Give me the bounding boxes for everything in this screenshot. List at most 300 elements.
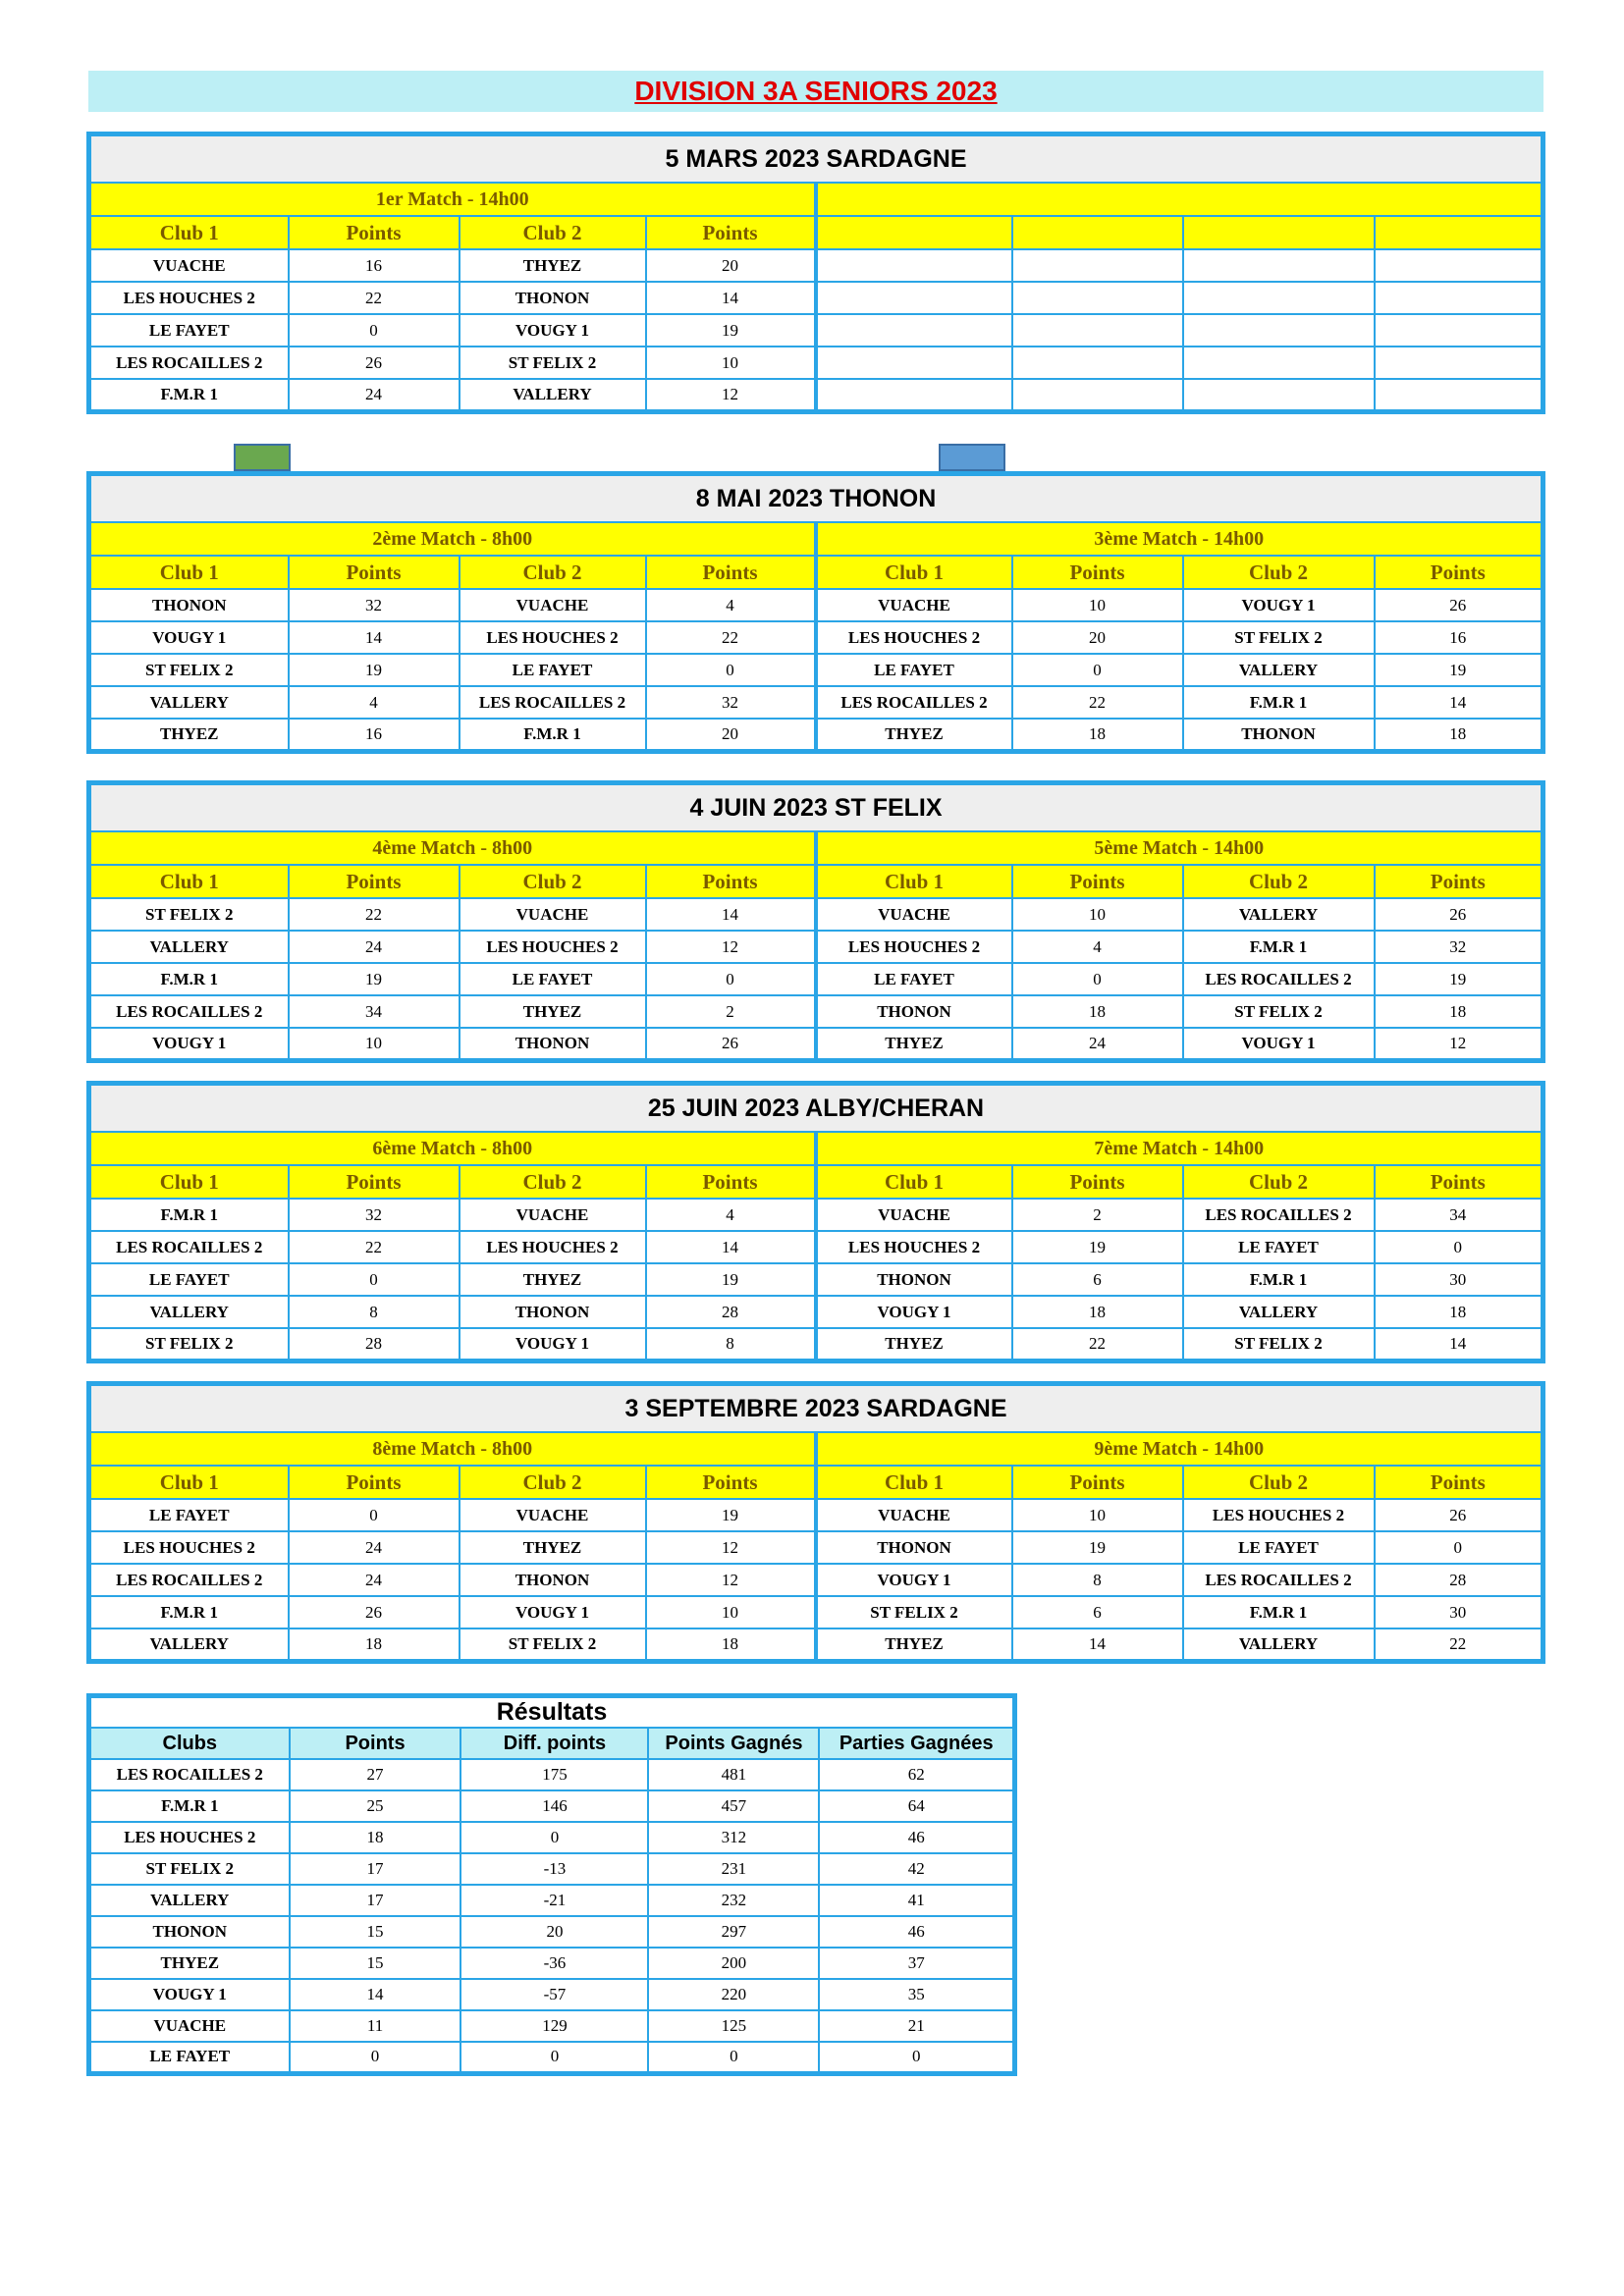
club-cell: VOUGY 1 xyxy=(460,314,646,347)
points-cell: 28 xyxy=(1375,1564,1543,1596)
match-day-table xyxy=(86,1381,1545,1664)
points-cell: 19 xyxy=(289,654,460,686)
club-cell xyxy=(816,249,1012,282)
club-cell: THYEZ xyxy=(460,1263,646,1296)
results-row xyxy=(89,1979,1015,2010)
points-cell: 19 xyxy=(646,1499,816,1531)
stat-cell: 175 xyxy=(460,1759,648,1790)
points-cell: 20 xyxy=(646,249,816,282)
points-cell: 0 xyxy=(289,1263,460,1296)
stat-cell: 27 xyxy=(290,1759,461,1790)
points-cell xyxy=(1375,282,1543,314)
points-cell: 0 xyxy=(289,314,460,347)
club-cell xyxy=(1183,249,1375,282)
match-day-date: 4 JUIN 2023 ST FELIX xyxy=(89,783,1543,832)
club-cell: F.M.R 1 xyxy=(89,379,289,411)
column-header: Points xyxy=(1375,556,1543,589)
column-header xyxy=(1012,216,1183,249)
column-header: Club 2 xyxy=(1183,1466,1375,1499)
club-cell: LES HOUCHES 2 xyxy=(89,1531,289,1564)
points-cell: 18 xyxy=(1375,719,1543,751)
points-cell: 28 xyxy=(289,1328,460,1361)
match-day-date: 3 SEPTEMBRE 2023 SARDAGNE xyxy=(89,1384,1543,1433)
points-cell: 19 xyxy=(1375,654,1543,686)
match-label: 2ème Match - 8h00 xyxy=(89,522,816,556)
stat-cell: 297 xyxy=(648,1916,819,1948)
column-header: Points xyxy=(289,1466,460,1499)
club-cell: LES HOUCHES 2 xyxy=(1183,1499,1375,1531)
stat-cell: 0 xyxy=(460,1822,648,1853)
table-row xyxy=(89,1328,1543,1361)
club-cell: VALLERY xyxy=(89,1629,289,1661)
column-header: Club 2 xyxy=(460,1466,646,1499)
club-cell: ST FELIX 2 xyxy=(816,1596,1012,1629)
points-cell: 10 xyxy=(1012,898,1183,931)
club-cell: THONON xyxy=(460,1028,646,1060)
column-header: Club 1 xyxy=(89,216,289,249)
page-title: DIVISION 3A SENIORS 2023 xyxy=(634,76,998,106)
club-cell: VUACHE xyxy=(816,898,1012,931)
points-cell xyxy=(1375,347,1543,379)
points-cell: 10 xyxy=(289,1028,460,1060)
points-cell: 0 xyxy=(646,963,816,995)
stat-cell: -36 xyxy=(460,1948,648,1979)
title-banner xyxy=(88,71,1543,112)
club-cell: THONON xyxy=(816,995,1012,1028)
club-cell: LE FAYET xyxy=(816,654,1012,686)
points-cell: 19 xyxy=(1012,1231,1183,1263)
points-cell: 12 xyxy=(646,931,816,963)
club-cell: LES ROCAILLES 2 xyxy=(460,686,646,719)
column-header: Points xyxy=(289,216,460,249)
club-cell: ST FELIX 2 xyxy=(1183,1328,1375,1361)
club-cell: LE FAYET xyxy=(460,654,646,686)
column-header: Club 2 xyxy=(460,1165,646,1199)
club-cell: LES ROCAILLES 2 xyxy=(1183,1199,1375,1231)
table-row xyxy=(89,995,1543,1028)
points-cell: 4 xyxy=(1012,931,1183,963)
club-cell: LES HOUCHES 2 xyxy=(816,1231,1012,1263)
column-header: Points xyxy=(1012,865,1183,898)
table-row xyxy=(89,654,1543,686)
column-header: Club 1 xyxy=(89,1165,289,1199)
table-row xyxy=(89,347,1543,379)
points-cell: 12 xyxy=(646,1564,816,1596)
results-column-header: Clubs xyxy=(89,1728,290,1759)
points-cell: 19 xyxy=(1375,963,1543,995)
stat-cell: 21 xyxy=(819,2010,1014,2042)
table-row xyxy=(89,963,1543,995)
points-cell xyxy=(1012,347,1183,379)
club-cell: VALLERY xyxy=(89,1296,289,1328)
stat-cell: 231 xyxy=(648,1853,819,1885)
column-header: Club 2 xyxy=(460,556,646,589)
table-row xyxy=(89,621,1543,654)
points-cell: 0 xyxy=(1012,963,1183,995)
club-cell: LES ROCAILLES 2 xyxy=(89,1759,290,1790)
column-header: Points xyxy=(1012,1466,1183,1499)
points-cell: 32 xyxy=(1375,931,1543,963)
points-cell: 22 xyxy=(646,621,816,654)
results-row xyxy=(89,1822,1015,1853)
club-cell: VALLERY xyxy=(89,686,289,719)
club-cell: LE FAYET xyxy=(89,1499,289,1531)
club-cell: VOUGY 1 xyxy=(89,1028,289,1060)
club-cell: LES HOUCHES 2 xyxy=(816,931,1012,963)
club-cell: F.M.R 1 xyxy=(89,1199,289,1231)
stat-cell: 0 xyxy=(290,2042,461,2073)
table-row xyxy=(89,1028,1543,1060)
club-cell: ST FELIX 2 xyxy=(89,654,289,686)
club-cell: F.M.R 1 xyxy=(460,719,646,751)
stat-cell: 0 xyxy=(460,2042,648,2073)
club-cell: ST FELIX 2 xyxy=(1183,621,1375,654)
results-row xyxy=(89,1885,1015,1916)
points-cell: 14 xyxy=(646,1231,816,1263)
stat-cell: 232 xyxy=(648,1885,819,1916)
points-cell: 22 xyxy=(1375,1629,1543,1661)
club-cell: VALLERY xyxy=(1183,654,1375,686)
points-cell: 2 xyxy=(1012,1199,1183,1231)
points-cell: 22 xyxy=(1012,686,1183,719)
club-cell: LES ROCAILLES 2 xyxy=(89,1564,289,1596)
column-header: Points xyxy=(646,556,816,589)
stat-cell: 457 xyxy=(648,1790,819,1822)
table-row xyxy=(89,249,1543,282)
club-cell: THONON xyxy=(816,1263,1012,1296)
club-cell: THONON xyxy=(460,1296,646,1328)
club-cell: VOUGY 1 xyxy=(1183,1028,1375,1060)
results-column-header: Points xyxy=(290,1728,461,1759)
club-cell: VOUGY 1 xyxy=(460,1328,646,1361)
stat-cell: -13 xyxy=(460,1853,648,1885)
points-cell: 22 xyxy=(289,282,460,314)
column-header: Points xyxy=(1012,1165,1183,1199)
column-header: Club 1 xyxy=(89,865,289,898)
points-cell: 28 xyxy=(646,1296,816,1328)
stat-cell: 37 xyxy=(819,1948,1014,1979)
stat-cell: -21 xyxy=(460,1885,648,1916)
column-header: Points xyxy=(1012,556,1183,589)
points-cell xyxy=(1012,379,1183,411)
results-column-header: Diff. points xyxy=(460,1728,648,1759)
club-cell: LES ROCAILLES 2 xyxy=(816,686,1012,719)
club-cell: LES ROCAILLES 2 xyxy=(1183,1564,1375,1596)
stat-cell: 146 xyxy=(460,1790,648,1822)
match-day-table xyxy=(86,780,1545,1063)
points-cell: 0 xyxy=(289,1499,460,1531)
club-cell: LE FAYET xyxy=(816,963,1012,995)
results-title: Résultats xyxy=(89,1696,1015,1729)
club-cell: VUACHE xyxy=(460,898,646,931)
club-cell: VUACHE xyxy=(89,2010,290,2042)
stat-cell: 15 xyxy=(290,1916,461,1948)
club-cell: THYEZ xyxy=(89,719,289,751)
club-cell xyxy=(1183,282,1375,314)
match-label: 7ème Match - 14h00 xyxy=(816,1132,1543,1165)
club-cell xyxy=(816,347,1012,379)
stat-cell: 17 xyxy=(290,1885,461,1916)
match-day-date: 25 JUIN 2023 ALBY/CHERAN xyxy=(89,1084,1543,1133)
club-cell: THYEZ xyxy=(816,1629,1012,1661)
stat-cell: 200 xyxy=(648,1948,819,1979)
club-cell: VUACHE xyxy=(460,589,646,621)
points-cell: 12 xyxy=(1375,1028,1543,1060)
column-header: Points xyxy=(646,1466,816,1499)
table-row xyxy=(89,1531,1543,1564)
points-cell: 8 xyxy=(289,1296,460,1328)
results-row xyxy=(89,1948,1015,1979)
club-cell: THONON xyxy=(89,1916,290,1948)
points-cell: 22 xyxy=(289,1231,460,1263)
club-cell: THYEZ xyxy=(89,1948,290,1979)
points-cell: 20 xyxy=(1012,621,1183,654)
results-column-header: Parties Gagnées xyxy=(819,1728,1014,1759)
club-cell: ST FELIX 2 xyxy=(89,1328,289,1361)
points-cell xyxy=(1012,249,1183,282)
club-cell: ST FELIX 2 xyxy=(460,1629,646,1661)
club-cell: VUACHE xyxy=(816,589,1012,621)
club-cell: VUACHE xyxy=(89,249,289,282)
results-row xyxy=(89,1916,1015,1948)
points-cell: 12 xyxy=(646,379,816,411)
club-cell: ST FELIX 2 xyxy=(1183,995,1375,1028)
column-header: Club 2 xyxy=(460,216,646,249)
stat-cell: 220 xyxy=(648,1979,819,2010)
results-column-header: Points Gagnés xyxy=(648,1728,819,1759)
points-cell xyxy=(1375,249,1543,282)
club-cell: THONON xyxy=(89,589,289,621)
stat-cell: 0 xyxy=(648,2042,819,2073)
match-day-date: 8 MAI 2023 THONON xyxy=(89,474,1543,523)
table-row xyxy=(89,1564,1543,1596)
column-header: Points xyxy=(1375,1165,1543,1199)
points-cell: 0 xyxy=(1375,1531,1543,1564)
stat-cell: 46 xyxy=(819,1822,1014,1853)
club-cell: VALLERY xyxy=(1183,1296,1375,1328)
match-day-date: 5 MARS 2023 SARDAGNE xyxy=(89,134,1543,184)
column-header: Club 2 xyxy=(1183,556,1375,589)
club-cell: VOUGY 1 xyxy=(816,1564,1012,1596)
points-cell: 14 xyxy=(1012,1629,1183,1661)
club-cell: VUACHE xyxy=(816,1499,1012,1531)
points-cell: 16 xyxy=(289,719,460,751)
table-row xyxy=(89,1199,1543,1231)
match-label: 8ème Match - 8h00 xyxy=(89,1432,816,1466)
stat-cell: 64 xyxy=(819,1790,1014,1822)
club-cell: F.M.R 1 xyxy=(89,963,289,995)
club-cell: VALLERY xyxy=(89,931,289,963)
points-cell: 18 xyxy=(1012,995,1183,1028)
club-cell: LE FAYET xyxy=(460,963,646,995)
points-cell: 14 xyxy=(289,621,460,654)
club-cell: LES HOUCHES 2 xyxy=(460,621,646,654)
club-cell: VOUGY 1 xyxy=(1183,589,1375,621)
table-row xyxy=(89,1231,1543,1263)
points-cell: 26 xyxy=(1375,1499,1543,1531)
club-cell: F.M.R 1 xyxy=(89,1596,289,1629)
club-cell: VOUGY 1 xyxy=(89,621,289,654)
points-cell: 4 xyxy=(646,589,816,621)
club-cell: THYEZ xyxy=(460,995,646,1028)
match-day-table xyxy=(86,132,1545,414)
club-cell xyxy=(1183,314,1375,347)
stat-cell: 14 xyxy=(290,1979,461,2010)
results-row xyxy=(89,1790,1015,1822)
results-row xyxy=(89,2010,1015,2042)
points-cell: 24 xyxy=(1012,1028,1183,1060)
points-cell: 14 xyxy=(1375,1328,1543,1361)
match-label xyxy=(816,183,1543,216)
column-header xyxy=(1375,216,1543,249)
points-cell: 18 xyxy=(1375,1296,1543,1328)
points-cell: 24 xyxy=(289,1564,460,1596)
stat-cell: 25 xyxy=(290,1790,461,1822)
points-cell: 34 xyxy=(1375,1199,1543,1231)
table-row xyxy=(89,719,1543,751)
points-cell: 14 xyxy=(1375,686,1543,719)
points-cell xyxy=(1012,282,1183,314)
points-cell: 26 xyxy=(1375,589,1543,621)
stat-cell: 0 xyxy=(819,2042,1014,2073)
points-cell: 26 xyxy=(1375,898,1543,931)
club-cell: LES ROCAILLES 2 xyxy=(89,1231,289,1263)
table-row xyxy=(89,931,1543,963)
stat-cell: 17 xyxy=(290,1853,461,1885)
stat-cell: 46 xyxy=(819,1916,1014,1948)
match-label: 9ème Match - 14h00 xyxy=(816,1432,1543,1466)
stat-cell: 62 xyxy=(819,1759,1014,1790)
club-cell: VOUGY 1 xyxy=(460,1596,646,1629)
results-row xyxy=(89,1853,1015,1885)
club-cell: ST FELIX 2 xyxy=(89,898,289,931)
club-cell: LE FAYET xyxy=(1183,1231,1375,1263)
blue-marker xyxy=(939,444,1005,471)
points-cell: 2 xyxy=(646,995,816,1028)
points-cell: 20 xyxy=(646,719,816,751)
points-cell: 0 xyxy=(646,654,816,686)
points-cell: 26 xyxy=(646,1028,816,1060)
column-header: Points xyxy=(289,1165,460,1199)
club-cell: VUACHE xyxy=(460,1199,646,1231)
points-cell: 16 xyxy=(1375,621,1543,654)
club-cell xyxy=(816,282,1012,314)
points-cell: 26 xyxy=(289,1596,460,1629)
points-cell: 22 xyxy=(289,898,460,931)
club-cell: F.M.R 1 xyxy=(1183,1596,1375,1629)
club-cell xyxy=(816,314,1012,347)
match-day-table xyxy=(86,1081,1545,1363)
points-cell: 18 xyxy=(289,1629,460,1661)
club-cell: LES HOUCHES 2 xyxy=(816,621,1012,654)
club-cell: ST FELIX 2 xyxy=(89,1853,290,1885)
points-cell: 16 xyxy=(289,249,460,282)
table-row xyxy=(89,1499,1543,1531)
club-cell: THONON xyxy=(816,1531,1012,1564)
match-label: 1er Match - 14h00 xyxy=(89,183,816,216)
club-cell: LE FAYET xyxy=(89,2042,290,2073)
club-cell: F.M.R 1 xyxy=(89,1790,290,1822)
table-row xyxy=(89,314,1543,347)
table-row xyxy=(89,686,1543,719)
stat-cell: 41 xyxy=(819,1885,1014,1916)
points-cell: 24 xyxy=(289,1531,460,1564)
points-cell: 12 xyxy=(646,1531,816,1564)
points-cell: 6 xyxy=(1012,1596,1183,1629)
stat-cell: -57 xyxy=(460,1979,648,2010)
club-cell: VALLERY xyxy=(89,1885,290,1916)
table-row xyxy=(89,1263,1543,1296)
points-cell: 10 xyxy=(1012,589,1183,621)
club-cell: THYEZ xyxy=(460,249,646,282)
points-cell: 18 xyxy=(646,1629,816,1661)
points-cell: 24 xyxy=(289,931,460,963)
table-row xyxy=(89,898,1543,931)
column-header: Points xyxy=(646,216,816,249)
table-row xyxy=(89,1596,1543,1629)
club-cell: VOUGY 1 xyxy=(89,1979,290,2010)
stat-cell: 312 xyxy=(648,1822,819,1853)
points-cell: 30 xyxy=(1375,1596,1543,1629)
column-header: Club 1 xyxy=(89,556,289,589)
club-cell: VALLERY xyxy=(460,379,646,411)
club-cell: LE FAYET xyxy=(89,314,289,347)
points-cell: 14 xyxy=(646,898,816,931)
club-cell: VALLERY xyxy=(1183,898,1375,931)
club-cell: THYEZ xyxy=(816,1328,1012,1361)
column-header: Club 2 xyxy=(1183,865,1375,898)
club-cell: THONON xyxy=(460,1564,646,1596)
points-cell: 8 xyxy=(646,1328,816,1361)
points-cell: 32 xyxy=(289,1199,460,1231)
column-header: Club 1 xyxy=(816,1466,1012,1499)
points-cell: 10 xyxy=(646,347,816,379)
points-cell: 19 xyxy=(646,1263,816,1296)
club-cell: LES HOUCHES 2 xyxy=(460,1231,646,1263)
points-cell: 24 xyxy=(289,379,460,411)
club-cell: THONON xyxy=(1183,719,1375,751)
club-cell: THYEZ xyxy=(816,719,1012,751)
points-cell: 18 xyxy=(1375,995,1543,1028)
club-cell: LE FAYET xyxy=(89,1263,289,1296)
stat-cell: 20 xyxy=(460,1916,648,1948)
points-cell: 22 xyxy=(1012,1328,1183,1361)
match-label: 6ème Match - 8h00 xyxy=(89,1132,816,1165)
column-header: Club 2 xyxy=(460,865,646,898)
points-cell: 4 xyxy=(289,686,460,719)
points-cell: 0 xyxy=(1012,654,1183,686)
column-header: Points xyxy=(289,865,460,898)
results-row xyxy=(89,2042,1015,2073)
points-cell xyxy=(1375,314,1543,347)
points-cell: 34 xyxy=(289,995,460,1028)
column-header: Club 2 xyxy=(1183,1165,1375,1199)
column-header: Club 1 xyxy=(89,1466,289,1499)
stat-cell: 42 xyxy=(819,1853,1014,1885)
points-cell: 19 xyxy=(1012,1531,1183,1564)
table-row xyxy=(89,1296,1543,1328)
results-table xyxy=(86,1693,1017,2076)
club-cell xyxy=(1183,379,1375,411)
table-row xyxy=(89,589,1543,621)
column-header xyxy=(1183,216,1375,249)
club-cell: THONON xyxy=(460,282,646,314)
points-cell: 6 xyxy=(1012,1263,1183,1296)
column-header: Club 1 xyxy=(816,1165,1012,1199)
points-cell: 32 xyxy=(646,686,816,719)
club-cell: VUACHE xyxy=(816,1199,1012,1231)
match-day-table xyxy=(86,471,1545,754)
